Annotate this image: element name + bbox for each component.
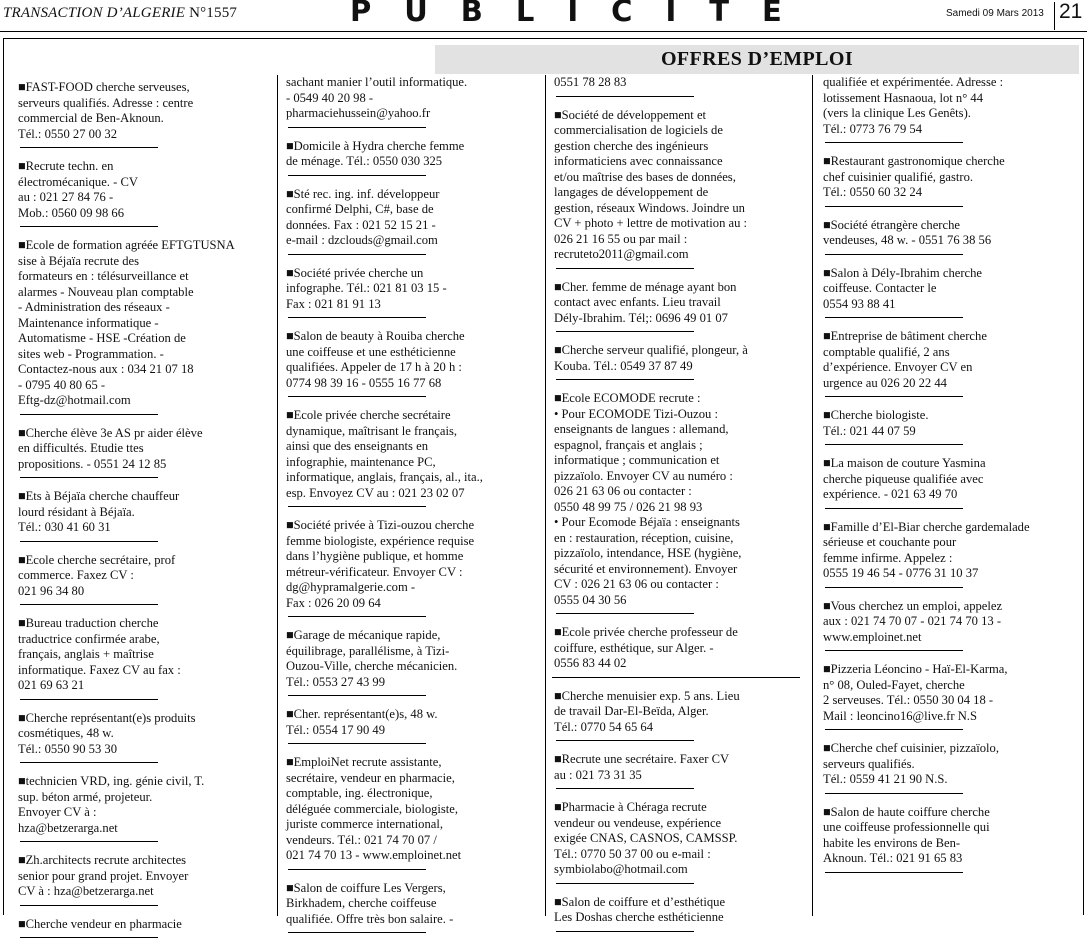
classifieds-frame: [3, 38, 1084, 931]
job-ad: ■Salon de coiffure Les Vergers, Birkhadem, cherche coiffeuse qualifiée. Offre très bon salaire. -: [286, 880, 454, 926]
ad-separator: [20, 841, 158, 842]
ad-separator: [825, 254, 963, 255]
job-ad: ■Bureau traduction cherche traductrice confirmée arabe, français, anglais + maîtrise informatique. Faxez CV au fax : 021 69 63 21: [18, 616, 181, 692]
ad-separator: [20, 905, 158, 906]
job-ad: ■Entreprise de bâtiment cherche comptable qualifié, 2 ans d’expérience. Envoyer CV en urgence au 026 20 22 44: [823, 329, 987, 390]
ad-separator: [825, 206, 963, 207]
job-ad: ■technicien VRD, ing. génie civil, T. sup. béton armé, projeteur. Envoyer CV à : hza@betzerarga.net: [18, 774, 205, 835]
issue-date: Samedi 09 Mars 2013: [946, 8, 1044, 19]
ad-separator: [825, 872, 963, 873]
job-ad: ■Vous cherchez un emploi, appelez aux : 021 74 70 07 - 021 74 70 13 - www.emploinet.net: [823, 598, 1003, 644]
ad-separator: [825, 793, 963, 794]
job-ad: ■Recrute une secrétaire. Faxer CV au : 021 73 31 35: [554, 752, 730, 782]
ad-separator: [825, 587, 963, 588]
ad-separator: [20, 414, 158, 415]
ad-separator: [288, 932, 426, 933]
job-ad: ■Cherche biologiste. Tél.: 021 44 07 59: [823, 408, 929, 438]
publication-name: [3, 5, 237, 22]
job-ad: ■Garage de mécanique rapide, équilibrage, parallélisme, à Tizi- Ouzou-Ville, cherche mécanicien. Tél.: 0553 27 43 99: [286, 628, 458, 689]
ad-separator: [20, 477, 158, 478]
ad-separator: [556, 788, 694, 789]
column-divider: [812, 75, 813, 916]
job-ad: ■Société de développement et commercialisation de logiciels de gestion cherche des ingénieurs informaticiens avec connaissance et/ou maîtrise des bases de données, langages de développement de gestion, réseaux Windows. Joindre un CV + photo + lettre de motivation au : 026 21 16 55 ou par mail : recruteto2011@gmail.com: [554, 107, 748, 261]
job-ad: ■Cher. femme de ménage ayant bon contact avec enfants. Lieu travail Dély-Ibrahim. Tél;: 0696 49 01 07: [554, 279, 737, 325]
job-ad: ■Société privée cherche un infographe. Tél.: 021 81 03 15 - Fax : 021 81 91 13: [286, 265, 447, 311]
ads-column-4: [823, 75, 1073, 884]
ad-separator: [825, 508, 963, 509]
job-ad: ■Pizzeria Léoncino - Haï-El-Karma, n° 08, Ouled-Fayet, cherche 2 serveuses. Tél.: 0550 30 04 18 - Mail : leoncino16@live.fr N.S: [823, 662, 1008, 723]
page-number: 21: [1059, 0, 1083, 23]
job-ad: ■Cherche chef cuisinier, pizzaïolo, serveurs qualifiés. Tél.: 0559 41 21 90 N.S.: [823, 741, 999, 786]
ad-separator: [556, 931, 694, 932]
ad-separator: [288, 695, 426, 696]
ad-separator: [20, 541, 158, 542]
category-title: OFFRES D’EMPLOI: [660, 48, 854, 70]
ad-separator: [825, 444, 963, 445]
job-ad: ■Sté rec. ing. inf. développeur confirmé Delphi, C#, base de données. Fax : 021 52 15 21 - e-mail : dzclouds@gmail.com: [286, 186, 440, 247]
column-divider: [545, 75, 546, 916]
job-ad: ■Ecole privée cherche professeur de coiffure, esthétique, sur Alger. - 0556 83 44 02: [554, 625, 738, 670]
ad-separator: [288, 396, 426, 397]
ad-separator: [556, 96, 694, 97]
ad-separator: [288, 254, 426, 255]
ad-separator: [288, 317, 426, 318]
ad-separator: [288, 506, 426, 507]
job-ad: ■Salon de coiffure et d’esthétique Les Doshas cherche esthéticienne: [554, 894, 726, 924]
ad-separator: [825, 729, 963, 730]
page-header: [0, 0, 1087, 30]
ad-separator: [556, 613, 694, 614]
job-ad: ■FAST-FOOD cherche serveuses, serveurs qualifiés. Adresse : centre commercial de Ben-Aknoun. Tél.: 0550 27 00 32: [18, 80, 194, 141]
publication-title: TRANSACTION D’ALGERIE: [3, 5, 186, 21]
job-ad: ■Ecole de formation agréée EFTGTUSNA sise à Béjaïa recrute des formateurs en : télésurveillance et alarmes - Nouveau plan comptable - Administration des réseaux - Maintenance informatique - Automatisme - HSE -Création de sites web - Programmation. - Contactez-nous aux : 034 21 07 18 - 0795 40 80 65 - Eftg-dz@hotmail.com: [18, 238, 235, 407]
section-title: PUBLICITE: [350, 0, 815, 28]
job-ad: ■Recrute techn. en électromécanique. - CV au : 021 27 84 76 - Mob.: 0560 09 98 66: [18, 159, 138, 220]
job-ad: ■Ecole privée cherche secrétaire dynamique, maîtrisant le français, ainsi que des enseignants en infographie, maintenance PC, informatique, anglais, français, al., ita., esp. Envoyez CV au : 021 23 02 07: [286, 408, 483, 500]
job-ad: ■Famille d’El-Biar cherche gardemalade sérieuse et couchante pour femme infirme. Appelez : 0555 19 46 54 - 0776 31 10 37: [823, 519, 1030, 580]
job-ad: ■EmploiNet recrute assistante, secrétaire, vendeur en pharmacie, comptable, ing. électronique, déléguée commerciale, biologiste, juriste commerce international, vendeurs. Tél.: 021 74 70 07 / 021 74 70 13 - www.emploinet.net: [286, 755, 462, 862]
job-ad: ■Salon de beauty à Rouiba cherche une coiffeuse et une esthéticienne qualifiées. Appeler de 17 h à 20 h : 0774 98 39 16 - 0555 16 77 68: [286, 329, 465, 390]
ad-separator: [825, 317, 963, 318]
job-ad: ■Salon de haute coiffure cherche une coiffeuse professionnelle qui habite les environs de Ben- Aknoun. Tél.: 021 91 65 83: [823, 804, 990, 865]
ads-column-1: [18, 80, 268, 949]
ad-separator: [20, 699, 158, 700]
ad-separator: [288, 743, 426, 744]
job-ad: ■Société privée à Tizi-ouzou cherche femme biologiste, expérience requise dans l’hygiène publique, et homme métreur-vérificateur. Envoyer CV : dg@hypramalgerie.com - Fax : 026 20 09 64: [286, 518, 475, 610]
job-ad: ■Salon à Dély-Ibrahim cherche coiffeuse. Contacter le 0554 93 88 41: [823, 265, 983, 311]
ad-separator: [288, 175, 426, 176]
job-ad: sachant manier l’outil informatique. - 0549 40 20 98 - pharmaciehussein@yahoo.fr: [286, 75, 468, 120]
job-ad: ■Cherche menuisier exp. 5 ans. Lieu de travail Dar-El-Beïda, Alger. Tél.: 0770 54 65 64: [554, 688, 740, 734]
ad-separator: [20, 604, 158, 605]
category-banner: [435, 45, 1079, 74]
header-rule: [0, 31, 1087, 32]
job-ad: ■Cherche élève 3e AS pr aider élève en difficultés. Etudie ttes propositions. - 0551 24 12 85: [18, 425, 203, 471]
ad-separator: [20, 147, 158, 148]
ad-separator: [288, 127, 426, 128]
ad-separator: [556, 268, 694, 269]
ad-separator: [20, 226, 158, 227]
ad-separator: [556, 331, 694, 332]
job-ad: ■Cher. représentant(e)s, 48 w. Tél.: 0554 17 90 49: [286, 707, 438, 737]
column-divider: [277, 75, 278, 916]
job-ad: ■Pharmacie à Chéraga recrute vendeur ou vendeuse, expérience exigée CNAS, CASNOS, CAMSSP. Tél.: 0770 50 37 00 ou e-mail : symbiolabo@hotmail.com: [554, 800, 738, 876]
ads-column-2: [286, 75, 536, 944]
ad-separator: [288, 869, 426, 870]
job-ad: ■Cherche vendeur en pharmacie: [18, 916, 182, 931]
ad-separator: [556, 883, 694, 884]
job-ad: ■Ecole ECOMODE recrute : • Pour ECOMODE Tizi-Ouzou : enseignants de langues : allemand, espagnol, français et anglais ; informatique ; communication et pizzaïolo. Envoyer CV au numéro : 026 21 63 06 ou contacter : 0550 48 99 75 / 026 21 98 93 • Pour Ecomode Béjaïa : enseignants en : restauration, réception, cuisine, pizzaïolo, intendance, HSE (hygiène, sécurité et environnement). Envoyer CV : 026 21 63 06 ou contacter : 0555 04 30 56: [554, 391, 742, 607]
job-ad: ■Restaurant gastronomique cherche chef cuisinier qualifié, gastro. Tél.: 0550 60 32 24: [823, 154, 1005, 199]
job-ad: ■Ecole cherche secrétaire, prof commerce. Faxez CV : 021 96 34 80: [18, 552, 176, 598]
ad-separator: [825, 396, 963, 397]
ads-column-3: [554, 75, 804, 943]
header-divider: [1054, 2, 1055, 30]
ad-separator: [20, 762, 158, 763]
ad-separator: [288, 616, 426, 617]
job-ad: ■Zh.architects recrute architectes senior pour grand projet. Envoyer CV à : hza@betzerarga.net: [18, 853, 189, 898]
job-ad: qualifiée et expérimentée. Adresse : lotissement Hasnaoua, lot n° 44 (vers la clinique Les Genêts). Tél.: 0773 76 79 54: [823, 75, 1004, 136]
job-ad: 0551 78 28 83: [554, 75, 627, 89]
job-ad: ■Cherche représentant(e)s produits cosmétiques, 48 w. Tél.: 0550 90 53 30: [18, 710, 196, 756]
job-ad: ■La maison de couture Yasmina cherche piqueuse qualifiée avec expérience. - 021 63 49 70: [823, 456, 986, 501]
issue-number: N°1557: [189, 5, 238, 21]
ad-separator: [556, 379, 694, 380]
ad-separator: [20, 937, 158, 938]
job-ad: ■Ets à Béjaïa cherche chauffeur lourd résidant à Béjaïa. Tél.: 030 41 60 31: [18, 489, 180, 534]
ad-separator: [825, 650, 963, 651]
ad-separator: [552, 677, 800, 678]
job-ad: ■Cherche serveur qualifié, plongeur, à Kouba. Tél.: 0549 37 87 49: [554, 343, 748, 373]
ad-separator: [825, 142, 963, 143]
job-ad: ■Domicile à Hydra cherche femme de ménage. Tél.: 0550 030 325: [286, 138, 465, 168]
ad-separator: [556, 740, 694, 741]
job-ad: ■Société étrangère cherche vendeuses, 48 w. - 0551 76 38 56: [823, 217, 992, 247]
